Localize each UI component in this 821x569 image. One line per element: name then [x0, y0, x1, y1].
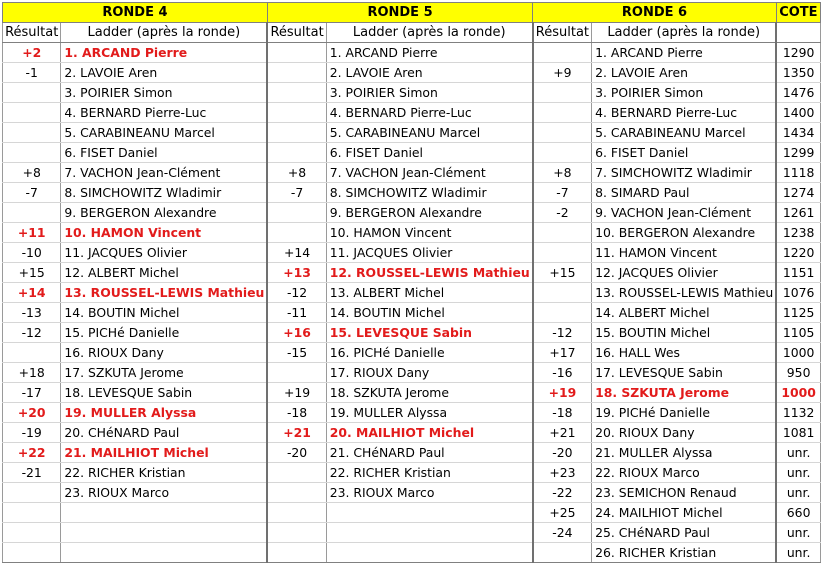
round-5-result-cell: -7 — [267, 183, 326, 203]
cote-cell: 1400 — [776, 103, 820, 123]
cote-cell: 660 — [776, 503, 820, 523]
round-4-ladder-cell: 19. MULLER Alyssa — [61, 403, 267, 423]
round-6-result-cell: +9 — [533, 63, 592, 83]
round-5-ladder-cell — [326, 503, 532, 523]
cote-cell: 1299 — [776, 143, 820, 163]
round-4-ladder-cell: 22. RICHER Kristian — [61, 463, 267, 483]
round-5-result-cell: +8 — [267, 163, 326, 183]
round-4-ladder-cell: 13. ROUSSEL-LEWIS Mathieu — [61, 283, 267, 303]
round-5-ladder-cell: 16. PICHé Danielle — [326, 343, 532, 363]
round-6-result-cell: +8 — [533, 163, 592, 183]
cote-cell: 1476 — [776, 83, 820, 103]
round-5-result-cell: +13 — [267, 263, 326, 283]
round-6-ladder-cell: 17. LEVESQUE Sabin — [592, 363, 777, 383]
cote-cell: 1238 — [776, 223, 820, 243]
round-6-result-cell: -20 — [533, 443, 592, 463]
round-6-result-cell: -12 — [533, 323, 592, 343]
table-row — [3, 483, 821, 503]
table-row — [3, 423, 821, 443]
cote-cell: 1220 — [776, 243, 820, 263]
round-4-result-cell — [3, 503, 61, 523]
round-5-result-cell — [267, 143, 326, 163]
round-5-result-cell — [267, 43, 326, 63]
round-4-ladder-cell: 21. MAILHIOT Michel — [61, 443, 267, 463]
round-5-result-cell: +14 — [267, 243, 326, 263]
round-5-ladder-cell: 21. CHéNARD Paul — [326, 443, 532, 463]
table-row — [3, 263, 821, 283]
round-4-result-cell: +18 — [3, 363, 61, 383]
round-5-result-cell — [267, 503, 326, 523]
round-4-ladder-cell: 5. CARABINEANU Marcel — [61, 123, 267, 143]
round-6-ladder-cell: 12. JACQUES Olivier — [592, 263, 777, 283]
table-row — [3, 163, 821, 183]
round-5-ladder-cell: 17. RIOUX Dany — [326, 363, 532, 383]
round-4-ladder-cell: 4. BERNARD Pierre-Luc — [61, 103, 267, 123]
round-4-ladder-cell: 9. BERGERON Alexandre — [61, 203, 267, 223]
round-6-ladder-cell: 18. SZKUTA Jerome — [592, 383, 777, 403]
round-5-ladder-cell: 9. BERGERON Alexandre — [326, 203, 532, 223]
round-4-result-cell: -19 — [3, 423, 61, 443]
cote-cell: 1076 — [776, 283, 820, 303]
round-6-ladder-header: Ladder (après la ronde) — [592, 23, 777, 43]
round-4-result-cell: -12 — [3, 323, 61, 343]
round-6-ladder-cell: 19. PICHé Danielle — [592, 403, 777, 423]
round-6-ladder-cell: 22. RIOUX Marco — [592, 463, 777, 483]
table-row — [3, 323, 821, 343]
round-6-ladder-cell: 9. VACHON Jean-Clément — [592, 203, 777, 223]
round-6-result-cell: -18 — [533, 403, 592, 423]
round-4-ladder-cell: 2. LAVOIE Aren — [61, 63, 267, 83]
round-4-ladder-cell: 15. PICHé Danielle — [61, 323, 267, 343]
round-6-result-cell: -7 — [533, 183, 592, 203]
table-row — [3, 143, 821, 163]
round-6-result-cell: +15 — [533, 263, 592, 283]
round-6-ladder-cell: 24. MAILHIOT Michel — [592, 503, 777, 523]
round-4-ladder-cell — [61, 503, 267, 523]
cote-cell: unr. — [776, 543, 820, 563]
round-4-ladder-cell: 18. LEVESQUE Sabin — [61, 383, 267, 403]
round-6-ladder-cell: 1. ARCAND Pierre — [592, 43, 777, 63]
round-5-result-cell — [267, 483, 326, 503]
round-5-result-cell: -15 — [267, 343, 326, 363]
round-6-result-header: Résultat — [533, 23, 592, 43]
cote-cell: 950 — [776, 363, 820, 383]
round-6-ladder-cell: 3. POIRIER Simon — [592, 83, 777, 103]
round-5-result-cell: +16 — [267, 323, 326, 343]
round-6-ladder-cell: 11. HAMON Vincent — [592, 243, 777, 263]
cote-cell: unr. — [776, 483, 820, 503]
round-6-result-cell: +19 — [533, 383, 592, 403]
cote-cell: 1125 — [776, 303, 820, 323]
round-4-result-cell — [3, 83, 61, 103]
cote-cell: 1261 — [776, 203, 820, 223]
round-5-ladder-cell: 4. BERNARD Pierre-Luc — [326, 103, 532, 123]
round-5-ladder-cell: 6. FISET Daniel — [326, 143, 532, 163]
round-5-ladder-cell: 12. ROUSSEL-LEWIS Mathieu — [326, 263, 532, 283]
round-5-ladder-cell: 2. LAVOIE Aren — [326, 63, 532, 83]
table-row — [3, 443, 821, 463]
round-6-ladder-cell: 2. LAVOIE Aren — [592, 63, 777, 83]
round-6-result-cell: -16 — [533, 363, 592, 383]
round-header-row — [3, 3, 821, 23]
round-4-result-cell — [3, 123, 61, 143]
round-4-ladder-cell: 16. RIOUX Dany — [61, 343, 267, 363]
table-row — [3, 283, 821, 303]
cote-cell: 1434 — [776, 123, 820, 143]
round-4-result-header: Résultat — [3, 23, 61, 43]
round-4-result-cell: +11 — [3, 223, 61, 243]
round-6-ladder-cell: 16. HALL Wes — [592, 343, 777, 363]
round-4-ladder-cell: 17. SZKUTA Jerome — [61, 363, 267, 383]
round-6-ladder-cell: 5. CARABINEANU Marcel — [592, 123, 777, 143]
round-5-result-cell: +21 — [267, 423, 326, 443]
round-5-result-cell — [267, 63, 326, 83]
round-5-result-cell — [267, 103, 326, 123]
round-5-result-cell — [267, 463, 326, 483]
round-5-result-cell: -18 — [267, 403, 326, 423]
round-5-result-cell — [267, 543, 326, 563]
round-6-ladder-cell: 4. BERNARD Pierre-Luc — [592, 103, 777, 123]
round-5-ladder-cell: 3. POIRIER Simon — [326, 83, 532, 103]
round-6-ladder-cell: 23. SEMICHON Renaud — [592, 483, 777, 503]
table-row — [3, 83, 821, 103]
round-6-ladder-cell: 14. ALBERT Michel — [592, 303, 777, 323]
round-4-ladder-cell: 1. ARCAND Pierre — [61, 43, 267, 63]
round-6-ladder-cell: 26. RICHER Kristian — [592, 543, 777, 563]
round-5-result-cell: -11 — [267, 303, 326, 323]
round-4-result-cell — [3, 143, 61, 163]
round-6-result-cell — [533, 43, 592, 63]
round-4-result-cell: +22 — [3, 443, 61, 463]
round-5-ladder-cell: 22. RICHER Kristian — [326, 463, 532, 483]
round-4-result-cell — [3, 523, 61, 543]
round-4-result-cell: -7 — [3, 183, 61, 203]
round-4-result-cell: -1 — [3, 63, 61, 83]
round-5-ladder-cell: 11. JACQUES Olivier — [326, 243, 532, 263]
round-5-ladder-cell: 18. SZKUTA Jerome — [326, 383, 532, 403]
round-6-result-cell — [533, 83, 592, 103]
round-6-result-cell: -22 — [533, 483, 592, 503]
round-4-result-cell: +8 — [3, 163, 61, 183]
round-4-result-cell: +2 — [3, 43, 61, 63]
table-row — [3, 343, 821, 363]
round-6-result-cell: -2 — [533, 203, 592, 223]
round-5-ladder-cell: 15. LEVESQUE Sabin — [326, 323, 532, 343]
round-5-ladder-cell — [326, 543, 532, 563]
round-5-result-cell — [267, 223, 326, 243]
cote-cell: 1132 — [776, 403, 820, 423]
round-4-ladder-cell: 6. FISET Daniel — [61, 143, 267, 163]
table-row — [3, 503, 821, 523]
cote-cell: 1151 — [776, 263, 820, 283]
table-row — [3, 543, 821, 563]
round-5-title: RONDE 5 — [267, 3, 532, 23]
cote-cell: 1350 — [776, 63, 820, 83]
round-4-ladder-cell: 7. VACHON Jean-Clément — [61, 163, 267, 183]
round-6-result-cell — [533, 543, 592, 563]
round-5-result-cell — [267, 123, 326, 143]
round-4-result-cell: -13 — [3, 303, 61, 323]
table-row — [3, 303, 821, 323]
round-6-ladder-cell: 25. CHéNARD Paul — [592, 523, 777, 543]
round-4-ladder-cell: 8. SIMCHOWITZ Wladimir — [61, 183, 267, 203]
round-4-ladder-cell: 3. POIRIER Simon — [61, 83, 267, 103]
round-6-result-cell — [533, 103, 592, 123]
round-5-ladder-cell: 8. SIMCHOWITZ Wladimir — [326, 183, 532, 203]
ladder-body — [3, 43, 821, 563]
round-5-result-cell: +19 — [267, 383, 326, 403]
round-6-ladder-cell: 20. RIOUX Dany — [592, 423, 777, 443]
round-5-result-cell — [267, 83, 326, 103]
round-5-ladder-cell: 5. CARABINEANU Marcel — [326, 123, 532, 143]
table-row — [3, 63, 821, 83]
round-6-result-cell — [533, 223, 592, 243]
table-row — [3, 463, 821, 483]
standings-table — [2, 2, 821, 563]
round-6-title: RONDE 6 — [533, 3, 777, 23]
round-4-title: RONDE 4 — [3, 3, 268, 23]
round-4-ladder-cell: 10. HAMON Vincent — [61, 223, 267, 243]
round-6-result-cell: +21 — [533, 423, 592, 443]
round-6-result-cell: +23 — [533, 463, 592, 483]
round-4-ladder-cell: 14. BOUTIN Michel — [61, 303, 267, 323]
round-4-ladder-cell: 12. ALBERT Michel — [61, 263, 267, 283]
round-4-result-cell: -17 — [3, 383, 61, 403]
round-6-ladder-cell: 10. BERGERON Alexandre — [592, 223, 777, 243]
round-6-ladder-cell: 6. FISET Daniel — [592, 143, 777, 163]
cote-cell: unr. — [776, 443, 820, 463]
round-4-ladder-cell: 23. RIOUX Marco — [61, 483, 267, 503]
cote-cell: unr. — [776, 463, 820, 483]
table-row — [3, 203, 821, 223]
round-4-result-cell — [3, 343, 61, 363]
round-4-ladder-header: Ladder (après la ronde) — [61, 23, 267, 43]
round-4-result-cell: -10 — [3, 243, 61, 263]
cote-cell: 1118 — [776, 163, 820, 183]
cote-cell: 1000 — [776, 343, 820, 363]
round-4-ladder-cell — [61, 543, 267, 563]
table-row — [3, 403, 821, 423]
round-5-ladder-cell: 23. RIOUX Marco — [326, 483, 532, 503]
round-6-ladder-cell: 8. SIMARD Paul — [592, 183, 777, 203]
round-4-result-cell: +14 — [3, 283, 61, 303]
round-5-result-cell: -12 — [267, 283, 326, 303]
table-row — [3, 123, 821, 143]
round-6-result-cell: +17 — [533, 343, 592, 363]
table-row — [3, 363, 821, 383]
round-5-ladder-cell: 7. VACHON Jean-Clément — [326, 163, 532, 183]
round-4-result-cell — [3, 483, 61, 503]
round-4-result-cell — [3, 203, 61, 223]
round-5-ladder-cell: 1. ARCAND Pierre — [326, 43, 532, 63]
table-row — [3, 383, 821, 403]
column-header-row — [3, 23, 821, 43]
round-4-ladder-cell: 20. CHéNARD Paul — [61, 423, 267, 443]
table-row — [3, 43, 821, 63]
round-4-result-cell: +20 — [3, 403, 61, 423]
round-6-result-cell — [533, 143, 592, 163]
table-row — [3, 183, 821, 203]
round-4-result-cell: +15 — [3, 263, 61, 283]
cote-cell: 1105 — [776, 323, 820, 343]
round-5-ladder-cell: 14. BOUTIN Michel — [326, 303, 532, 323]
round-5-ladder-cell — [326, 523, 532, 543]
cote-cell: 1000 — [776, 383, 820, 403]
round-6-result-cell — [533, 303, 592, 323]
table-row — [3, 243, 821, 263]
table-row — [3, 523, 821, 543]
round-5-ladder-cell: 19. MULLER Alyssa — [326, 403, 532, 423]
cote-cell: unr. — [776, 523, 820, 543]
round-5-result-header: Résultat — [267, 23, 326, 43]
round-6-ladder-cell: 21. MULLER Alyssa — [592, 443, 777, 463]
round-4-ladder-cell: 11. JACQUES Olivier — [61, 243, 267, 263]
round-5-ladder-header: Ladder (après la ronde) — [326, 23, 532, 43]
round-6-ladder-cell: 13. ROUSSEL-LEWIS Mathieu — [592, 283, 777, 303]
cote-header — [776, 23, 820, 43]
cote-cell: 1081 — [776, 423, 820, 443]
round-6-ladder-cell: 15. BOUTIN Michel — [592, 323, 777, 343]
round-6-result-cell — [533, 283, 592, 303]
round-5-ladder-cell: 20. MAILHIOT Michel — [326, 423, 532, 443]
round-4-result-cell — [3, 103, 61, 123]
round-6-ladder-cell: 7. SIMCHOWITZ Wladimir — [592, 163, 777, 183]
round-5-ladder-cell: 10. HAMON Vincent — [326, 223, 532, 243]
round-4-result-cell — [3, 543, 61, 563]
round-5-result-cell — [267, 523, 326, 543]
table-row — [3, 223, 821, 243]
cote-title: COTE — [776, 3, 820, 23]
round-5-ladder-cell: 13. ALBERT Michel — [326, 283, 532, 303]
round-4-result-cell: -21 — [3, 463, 61, 483]
round-6-result-cell — [533, 123, 592, 143]
table-row — [3, 103, 821, 123]
round-5-result-cell — [267, 363, 326, 383]
round-6-result-cell: +25 — [533, 503, 592, 523]
round-6-result-cell — [533, 243, 592, 263]
cote-cell: 1274 — [776, 183, 820, 203]
round-5-result-cell: -20 — [267, 443, 326, 463]
round-4-ladder-cell — [61, 523, 267, 543]
round-5-result-cell — [267, 203, 326, 223]
cote-cell: 1290 — [776, 43, 820, 63]
round-6-result-cell: -24 — [533, 523, 592, 543]
